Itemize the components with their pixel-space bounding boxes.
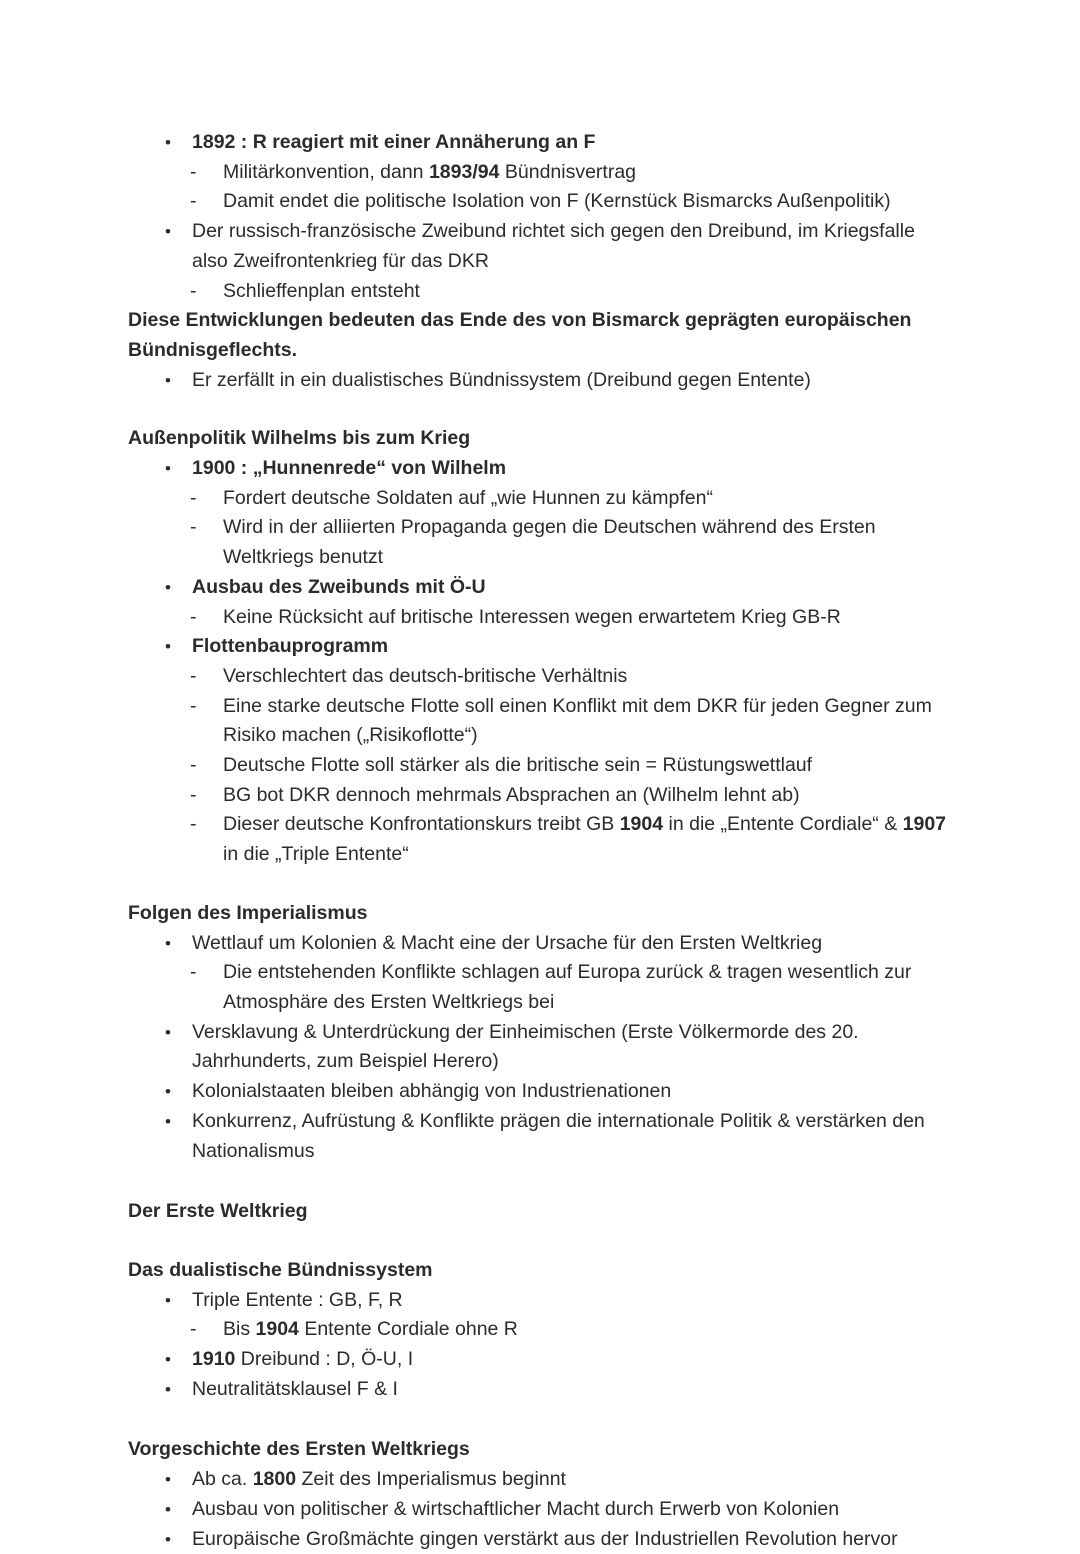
text-run: Militärkonvention, dann — [223, 160, 429, 183]
list-item-text: Eine starke deutsche Flotte soll einen Konflikt mit dem DKR für jeden Gegner zum Risiko machen („Risikoflotte“) — [223, 694, 932, 747]
paragraph-bismarck: Diese Entwicklungen bedeuten das Ende des von Bismarck geprägten europäischen Bündnisgeflechts. — [128, 309, 912, 361]
list-item-text: BG bot DKR dennoch mehrmals Absprachen an (Wilhelm lehnt ab) — [223, 783, 800, 806]
list-item — [128, 1345, 970, 1375]
list-item — [128, 810, 970, 869]
spacer — [128, 870, 970, 899]
dash-icon: - — [190, 160, 197, 183]
year-1893-94: 1893/94 — [428, 160, 500, 183]
spacer — [128, 1404, 970, 1435]
list-item-text — [192, 1465, 952, 1495]
list-item-text — [223, 1315, 963, 1345]
list-item — [128, 366, 970, 396]
bullet-icon: • — [165, 1350, 171, 1370]
bullet-icon: • — [165, 1529, 171, 1549]
list-item — [128, 573, 970, 603]
list-item — [128, 128, 970, 158]
bullet-icon: • — [165, 933, 171, 953]
spacer — [128, 1166, 970, 1197]
bullet-icon: • — [165, 133, 171, 152]
bullet-icon: • — [165, 1379, 171, 1399]
list-item-text: Verschlechtert das deutsch-britische Verhältnis — [223, 664, 628, 687]
spacer — [128, 395, 970, 424]
list-item — [128, 958, 970, 1017]
list-item-text: Konkurrenz, Aufrüstung & Konflikte prägen die internationale Politik & verstärken den Nationalismus — [192, 1109, 925, 1162]
list-item-text: Deutsche Flotte soll stärker als die britische sein = Rüstungswettlauf — [223, 754, 813, 777]
list-item — [128, 1375, 970, 1405]
list-item-text: Flottenbauprogramm — [192, 635, 389, 658]
list-item — [128, 484, 970, 514]
year-1800: 1800 — [252, 1468, 297, 1491]
list-item-text — [223, 810, 963, 869]
list-item — [128, 929, 970, 959]
list-item — [128, 781, 970, 811]
dash-icon: - — [190, 605, 197, 628]
dash-icon: - — [190, 664, 197, 687]
list-item-text — [223, 158, 963, 188]
list-item-text: Triple Entente : GB, F, R — [192, 1288, 403, 1311]
list-item-text: Versklavung & Unterdrückung der Einheimischen (Erste Völkermorde des 20. Jahrhunderts, zum Beispiel Herero) — [192, 1020, 859, 1073]
list-item-text: Europäische Großmächte gingen verstärkt aus der Industriellen Revolution hervor — [192, 1527, 898, 1550]
text-run: Bis — [223, 1318, 256, 1341]
list-item — [128, 454, 970, 484]
section-heading-aussenpolitik: Außenpolitik Wilhelms bis zum Krieg — [128, 427, 471, 450]
bullet-icon: • — [165, 370, 171, 390]
list-item-text: Fordert deutsche Soldaten auf „wie Hunnen zu kämpfen“ — [223, 486, 713, 509]
dash-icon: - — [190, 1318, 197, 1341]
text-run: Entente Cordiale ohne R — [298, 1318, 518, 1341]
list-item — [128, 632, 970, 662]
list-item-text: Schlieffenplan entsteht — [223, 279, 420, 302]
list-item-text: Neutralitätsklausel F & I — [192, 1377, 398, 1400]
list-item — [128, 1286, 970, 1316]
section-heading-erster-weltkrieg: Der Erste Weltkrieg — [128, 1200, 308, 1223]
list-item — [128, 1018, 970, 1077]
list-item — [128, 603, 970, 633]
list-item-text — [192, 1345, 952, 1375]
list-item-text: Wettlauf um Kolonien & Macht eine der Ursache für den Ersten Weltkrieg — [192, 931, 823, 954]
list-item — [128, 513, 970, 572]
list-item — [128, 662, 970, 692]
list-item — [128, 1107, 970, 1166]
bullet-icon: • — [165, 1499, 171, 1519]
dash-icon: - — [190, 486, 197, 509]
year-1907: 1907 — [902, 813, 947, 836]
section-heading-folgen: Folgen des Imperialismus — [128, 901, 368, 924]
list-item — [128, 751, 970, 781]
list-item-text: Der russisch-französische Zweibund richtet sich gegen den Dreibund, im Kriegsfalle also Zweifrontenkrieg für das DKR — [192, 220, 915, 272]
list-item — [128, 692, 970, 751]
text-run: in die „Triple Entente“ — [223, 843, 409, 866]
bullet-icon: • — [165, 222, 171, 242]
text-run: Dieser deutsche Konfrontationskurs treibt GB — [223, 813, 620, 836]
dash-icon: - — [190, 516, 197, 539]
year-1904: 1904 — [619, 813, 664, 836]
dash-icon: - — [190, 190, 197, 213]
bullet-icon: • — [165, 1022, 171, 1042]
dash-icon: - — [190, 961, 197, 984]
list-item-text: Die entstehenden Konflikte schlagen auf Europa zurück & tragen wesentlich zur Atmosphäre des Ersten Weltkriegs bei — [223, 961, 912, 1013]
bullet-icon: • — [165, 1470, 171, 1490]
list-item-text: Keine Rücksicht auf britische Interessen wegen erwartetem Krieg GB-R — [223, 605, 841, 628]
year-1910: 1910 — [192, 1348, 236, 1371]
dash-icon: - — [190, 783, 197, 806]
dash-icon: - — [190, 754, 197, 777]
text-run: in die „Entente Cordiale“ & — [663, 813, 903, 836]
bullet-icon: • — [165, 459, 171, 479]
list-item — [128, 1495, 970, 1525]
bullet-icon: • — [165, 1111, 171, 1131]
dash-icon: - — [190, 279, 197, 302]
list-item — [128, 158, 970, 188]
year-1904: 1904 — [255, 1318, 299, 1341]
text-run: Bündnisvertrag — [499, 160, 637, 183]
text-run: Dreibund : D, Ö-U, I — [235, 1348, 414, 1371]
list-item — [128, 217, 970, 276]
list-item — [128, 1465, 970, 1495]
list-item — [128, 1315, 970, 1345]
section-heading-dualistisch: Das dualistische Bündnissystem — [128, 1258, 433, 1281]
list-item — [128, 277, 970, 307]
text-run: Zeit des Imperialismus beginnt — [296, 1468, 566, 1491]
dash-icon: - — [190, 813, 197, 836]
dash-icon: - — [190, 694, 197, 717]
bullet-icon: • — [165, 1290, 171, 1310]
list-item-text: Ausbau von politischer & wirtschaftlicher Macht durch Erwerb von Kolonien — [192, 1497, 840, 1520]
list-item — [128, 1077, 970, 1107]
list-item-text: 1892 : R reagiert mit einer Annäherung an F — [192, 131, 596, 153]
list-item-text: 1900 : „Hunnenrede“ von Wilhelm — [192, 457, 507, 480]
list-item-text: Er zerfällt in ein dualistisches Bündnissystem (Dreibund gegen Entente) — [192, 368, 811, 391]
list-item — [128, 1525, 970, 1554]
list-item — [128, 187, 970, 217]
section-heading-vorgeschichte: Vorgeschichte des Ersten Weltkriegs — [128, 1438, 470, 1461]
list-item-text: Ausbau des Zweibunds mit Ö-U — [192, 575, 486, 598]
spacer — [128, 1227, 970, 1256]
text-run: Ab ca. — [192, 1468, 253, 1491]
list-item-text: Kolonialstaaten bleiben abhängig von Industrienationen — [192, 1080, 672, 1103]
list-item-text: Damit endet die politische Isolation von F (Kernstück Bismarcks Außenpolitik) — [223, 190, 891, 213]
bullet-icon: • — [165, 637, 171, 657]
list-item-text: Wird in der alliierten Propaganda gegen die Deutschen während des Ersten Weltkriegs benutzt — [223, 516, 876, 569]
bullet-icon: • — [165, 1082, 171, 1102]
bullet-icon: • — [165, 577, 171, 597]
